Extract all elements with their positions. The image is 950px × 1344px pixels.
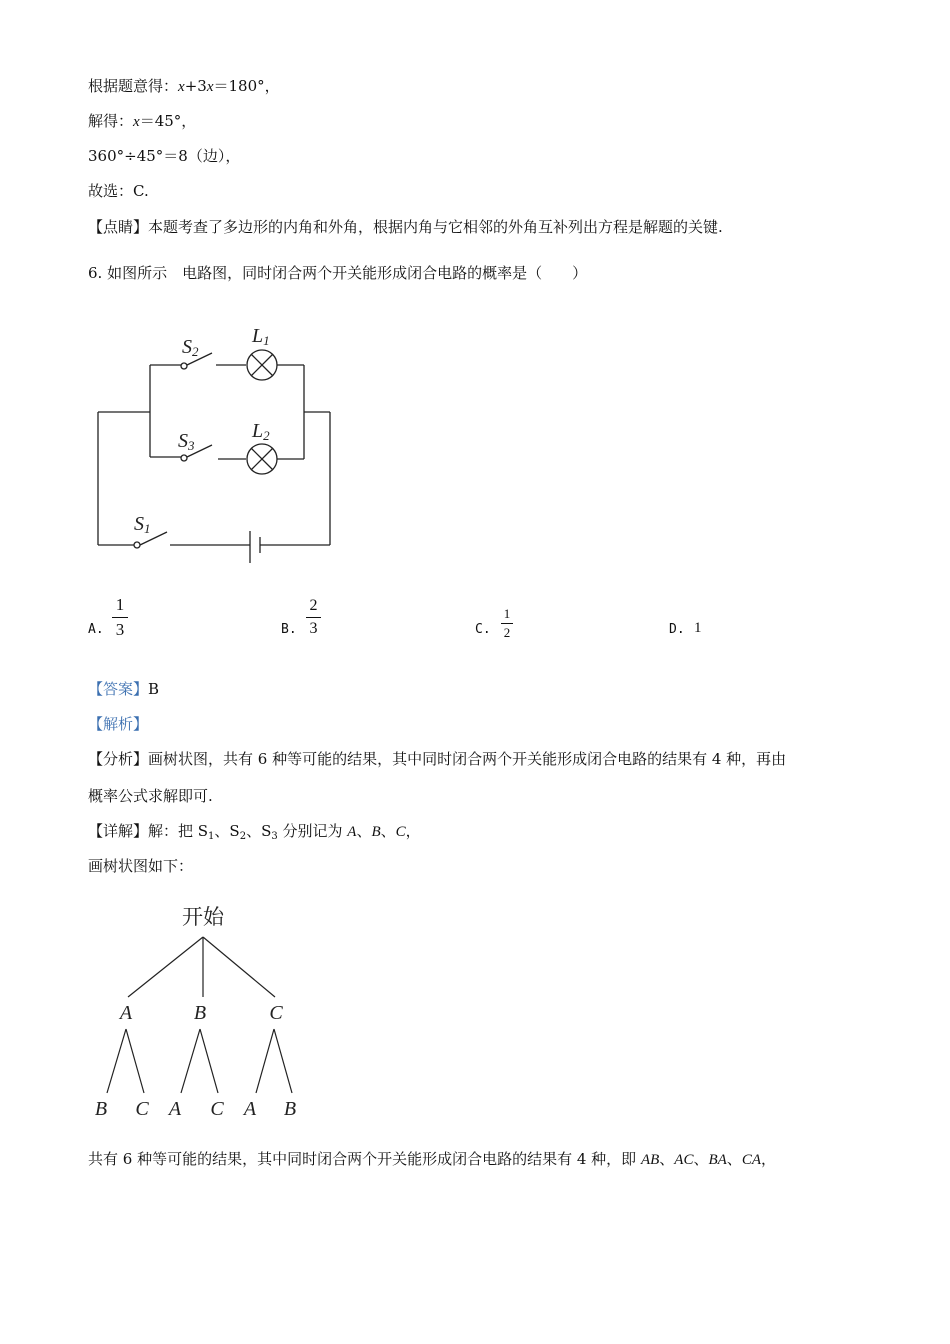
solution-choice-line: 故选：C.: [88, 182, 149, 200]
subscript: 2: [239, 831, 247, 842]
text: 、S: [214, 822, 240, 840]
analysis-tag: 【解析】: [88, 715, 149, 733]
tree-root: 开始: [182, 905, 224, 929]
lamp-l1-label: L1: [252, 325, 270, 348]
outcome: AB: [640, 1152, 660, 1168]
subscript: 1: [208, 831, 215, 842]
text: ，: [405, 822, 421, 840]
tree-level2-node: B: [283, 1098, 297, 1120]
option-c-label: C.: [475, 622, 491, 637]
denominator: 2: [503, 625, 511, 640]
denominator: 3: [115, 620, 125, 639]
option-b-fraction: [306, 597, 321, 638]
sep: 、: [380, 822, 396, 840]
option-d-value: 1: [694, 620, 702, 636]
tree-level1-node: A: [119, 1002, 133, 1024]
circuit-diagram: [90, 315, 350, 575]
tree-diagram: [88, 895, 328, 1125]
outcome: BA: [708, 1152, 727, 1168]
text: 【详解】解：把 S: [88, 822, 209, 840]
outcome: CA: [741, 1152, 761, 1168]
numerator: 1: [115, 595, 125, 614]
option-a-label: A.: [88, 622, 104, 637]
tree-level2-node: C: [210, 1098, 224, 1120]
answer-line: [88, 679, 159, 699]
tree-level2-node: A: [243, 1098, 257, 1120]
option-c-fraction: [501, 606, 513, 641]
var: A: [347, 824, 357, 840]
analysis-line-1: 【分析】画树状图，共有 6 种等可能的结果，其中同时闭合两个开关能形成闭合电路的结果有 4 种，再由: [88, 750, 787, 768]
switch-s1-label: S1: [134, 513, 151, 536]
numerator: 2: [309, 597, 318, 614]
detail-line: [88, 821, 421, 847]
text: ＝180°，: [213, 77, 280, 95]
sep: 、: [693, 1150, 709, 1168]
option-b-label: B.: [281, 622, 297, 637]
tree-level2-node: C: [135, 1098, 149, 1120]
var: B: [371, 824, 381, 840]
switch-s3-label: S3: [178, 430, 195, 453]
var-x: x: [133, 114, 140, 130]
denominator: 3: [309, 620, 318, 637]
text: 共有 6 种等可能的结果，其中同时闭合两个开关能形成闭合电路的结果有 4 种，即: [88, 1150, 641, 1168]
option-d-label: D.: [669, 622, 685, 637]
text: 解得：: [88, 112, 134, 130]
solution-division-line: 360°÷45°＝8（边），: [88, 147, 241, 165]
text: ，: [760, 1150, 776, 1168]
tree-level1-node: C: [269, 1002, 283, 1024]
text: +3: [184, 77, 207, 95]
sep: 、: [659, 1150, 675, 1168]
text: 、S: [246, 822, 272, 840]
option-a-fraction: [112, 595, 128, 640]
text: ＝45°，: [139, 112, 197, 130]
var-x: x: [206, 79, 214, 95]
sep: 、: [356, 822, 372, 840]
lamp-l2-label: L2: [252, 420, 270, 443]
answer-value: B: [148, 680, 160, 698]
var: C: [395, 824, 406, 840]
comment-line: 【点睛】本题考查了多边形的内角和外角，根据内角与它相邻的外角互补列出方程是解题的关键.: [88, 218, 723, 236]
tree-level1-node: B: [193, 1002, 207, 1024]
solution-equation-line: [88, 76, 280, 97]
sep: 、: [726, 1150, 742, 1168]
analysis-line-2: 概率公式求解即可.: [88, 787, 213, 805]
solution-result-line: [88, 111, 196, 132]
text: 根据题意得：: [88, 77, 179, 95]
text: 分别记为: [277, 822, 348, 840]
subscript: 3: [271, 831, 278, 842]
answer-tag: 【答案】: [88, 680, 149, 698]
switch-s2-label: S2: [182, 336, 199, 359]
tree-level2-node: A: [168, 1098, 182, 1120]
tree-intro-line: 画树状图如下：: [88, 857, 194, 875]
tree-level2-node: B: [94, 1098, 108, 1120]
question-6: 6. 如图所示 电路图，同时闭合两个开关能形成闭合电路的概率是（ ）: [88, 264, 588, 282]
numerator: 1: [503, 606, 511, 621]
outcome: AC: [674, 1152, 694, 1168]
var-x: x: [178, 79, 185, 95]
conclusion-line: [88, 1149, 776, 1170]
